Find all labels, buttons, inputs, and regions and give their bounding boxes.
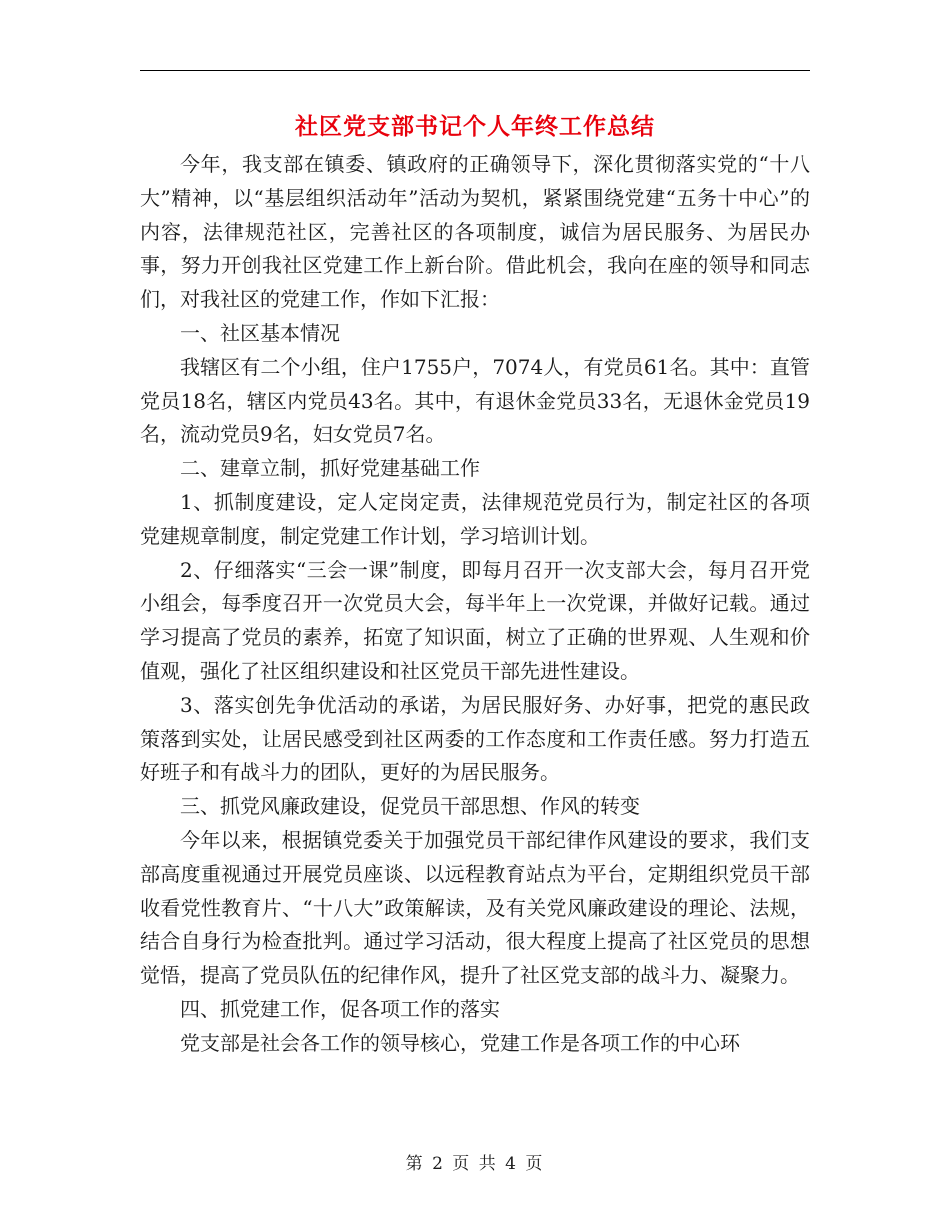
body-paragraph: 党支部是社会各工作的领导核心，党建工作是各项工作的中心环 — [180, 1030, 740, 1055]
body-paragraph: 今年以来，根据镇党委关于加强党员干部纪律作风建设的要求，我们支部高度重视通过开展党员座谈、以远程教育站点为平台，定期组织党员干部收看党性教育片、“十八大”政策解读，及有关党风廉政建设的理论、法规，结合自身行为检查批判。通过学习活动，很大程度上提高了社区党员的思想觉悟，提高了党员队伍的纪律作风，提升了社区党支部的战斗力、凝聚力。 — [140, 827, 810, 988]
document-title: 社区党支部书记个人年终工作总结 — [295, 113, 655, 140]
body-paragraph: 2、仔细落实“三会一课”制度，即每月召开一次支部大会，每月召开党小组会，每季度召开一次党员大会，每半年上一次党课，并做好记载。通过学习提高了党员的素养，拓宽了知识面，树立了正确的世界观、人生观和价值观，强化了社区组织建设和社区党员干部先进性建设。 — [140, 557, 810, 683]
body-paragraph: 3、落实创先争优活动的承诺，为居民服好务、办好事，把党的惠民政策落到实处，让居民感受到社区两委的工作态度和工作责任感。努力打造五好班子和有战斗力的团队，更好的为居民服务。 — [140, 692, 810, 785]
document-body — [140, 148, 810, 1061]
body-paragraph: 我辖区有二个小组，住户1755户，7074人，有党员61名。其中：直管党员18名，辖区内党员43名。其中，有退休金党员33名，无退休金党员19名，流动党员9名，妇女党员7名。 — [140, 354, 810, 447]
header-rule — [140, 70, 810, 71]
page-number: 第 2 页 共 4 页 — [405, 1154, 545, 1174]
section-heading-3: 三、抓党风廉政建设，促党员干部思想、作风的转变 — [180, 794, 640, 819]
body-paragraph: 1、抓制度建设，定人定岗定责，法律规范党员行为，制定社区的各项党建规章制度，制定党建工作计划，学习培训计划。 — [140, 489, 810, 548]
section-heading-1: 一、社区基本情况 — [180, 320, 340, 345]
intro-paragraph: 今年，我支部在镇委、镇政府的正确领导下，深化贯彻落实党的“十八大”精神，以“基层组织活动年”活动为契机，紧紧围绕党建“五务十中心”的内容，法律规范社区，完善社区的各项制度，诚信为居民服务、为居民办事，努力开创我社区党建工作上新台阶。借此机会，我向在座的领导和同志们，对我社区的党建工作，作如下汇报： — [140, 152, 810, 312]
section-heading-4: 四、抓党建工作，促各项工作的落实 — [180, 996, 500, 1021]
section-heading-2: 二、建章立制，抓好党建基础工作 — [180, 456, 480, 481]
